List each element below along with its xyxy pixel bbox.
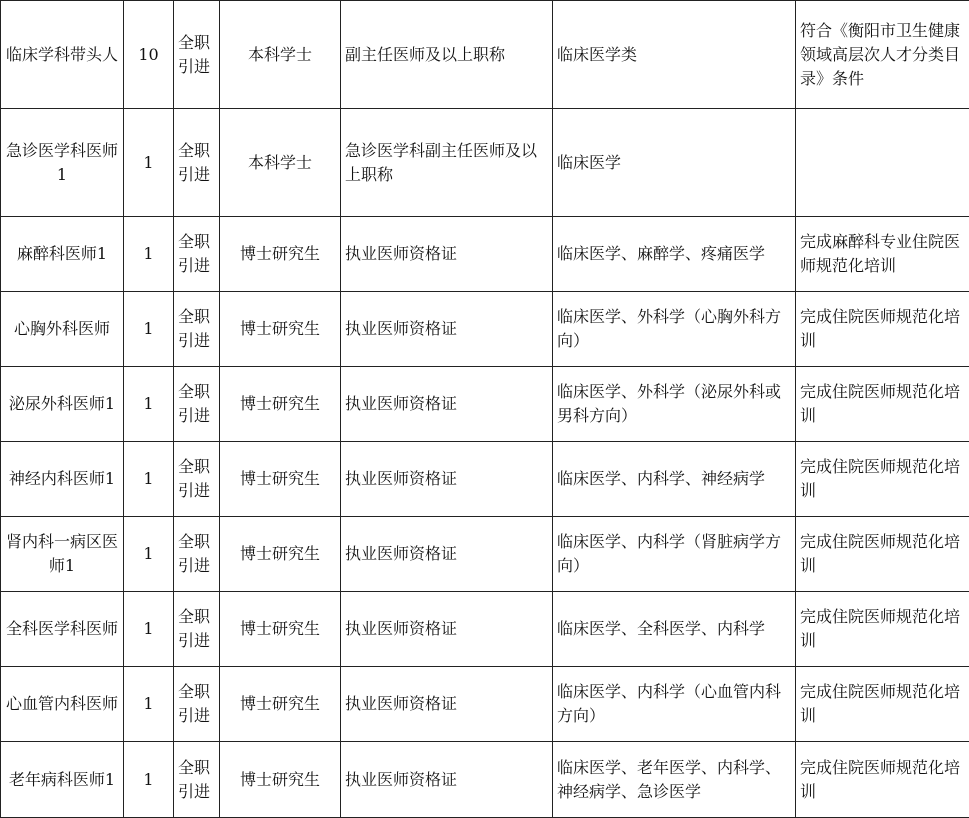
qualification-cell: 执业医师资格证 [341, 367, 553, 442]
other-requirements-cell: 符合《衡阳市卫生健康领域高层次人才分类目录》条件 [796, 1, 969, 109]
table-row [1, 442, 969, 517]
other-requirements-cell [796, 109, 969, 217]
employment-type-cell: 全职引进 [174, 442, 220, 517]
table-row [1, 367, 969, 442]
headcount-cell: 1 [124, 217, 174, 292]
employment-type-cell: 全职引进 [174, 109, 220, 217]
education-cell: 博士研究生 [220, 292, 341, 367]
other-requirements-cell: 完成住院医师规范化培训 [796, 292, 969, 367]
qualification-cell: 执业医师资格证 [341, 517, 553, 592]
education-cell: 博士研究生 [220, 667, 341, 742]
employment-type-cell: 全职引进 [174, 1, 220, 109]
headcount-cell: 1 [124, 109, 174, 217]
position-cell: 全科医学科医师 [1, 592, 124, 667]
headcount-cell: 1 [124, 667, 174, 742]
position-cell: 麻醉科医师1 [1, 217, 124, 292]
education-cell: 博士研究生 [220, 442, 341, 517]
other-requirements-cell: 完成住院医师规范化培训 [796, 367, 969, 442]
position-cell: 泌尿外科医师1 [1, 367, 124, 442]
qualification-cell: 执业医师资格证 [341, 742, 553, 818]
education-cell: 博士研究生 [220, 367, 341, 442]
position-cell: 老年病科医师1 [1, 742, 124, 818]
table-row [1, 109, 969, 217]
major-cell: 临床医学、全科医学、内科学 [553, 592, 796, 667]
headcount-cell: 1 [124, 742, 174, 818]
other-requirements-cell: 完成麻醉科专业住院医师规范化培训 [796, 217, 969, 292]
headcount-cell: 1 [124, 592, 174, 667]
major-cell: 临床医学类 [553, 1, 796, 109]
employment-type-cell: 全职引进 [174, 367, 220, 442]
table-row [1, 667, 969, 742]
qualification-cell: 执业医师资格证 [341, 217, 553, 292]
headcount-cell: 1 [124, 442, 174, 517]
qualification-cell: 执业医师资格证 [341, 667, 553, 742]
headcount-cell: 1 [124, 517, 174, 592]
qualification-cell: 执业医师资格证 [341, 592, 553, 667]
employment-type-cell: 全职引进 [174, 292, 220, 367]
qualification-cell: 急诊医学科副主任医师及以上职称 [341, 109, 553, 217]
employment-type-cell: 全职引进 [174, 217, 220, 292]
qualification-cell: 副主任医师及以上职称 [341, 1, 553, 109]
education-cell: 博士研究生 [220, 592, 341, 667]
other-requirements-cell: 完成住院医师规范化培训 [796, 517, 969, 592]
position-cell: 临床学科带头人 [1, 1, 124, 109]
education-cell: 博士研究生 [220, 517, 341, 592]
position-cell: 心胸外科医师 [1, 292, 124, 367]
major-cell: 临床医学、外科学（心胸外科方向） [553, 292, 796, 367]
table-row [1, 517, 969, 592]
position-cell: 心血管内科医师 [1, 667, 124, 742]
table-row [1, 292, 969, 367]
major-cell: 临床医学、麻醉学、疼痛医学 [553, 217, 796, 292]
major-cell: 临床医学、外科学（泌尿外科或男科方向） [553, 367, 796, 442]
education-cell: 本科学士 [220, 109, 341, 217]
education-cell: 本科学士 [220, 1, 341, 109]
headcount-cell: 1 [124, 292, 174, 367]
table-row [1, 1, 969, 109]
table-row [1, 742, 969, 818]
education-cell: 博士研究生 [220, 217, 341, 292]
headcount-cell: 10 [124, 1, 174, 109]
employment-type-cell: 全职引进 [174, 517, 220, 592]
table-row [1, 217, 969, 292]
qualification-cell: 执业医师资格证 [341, 292, 553, 367]
major-cell: 临床医学、内科学（肾脏病学方向） [553, 517, 796, 592]
table-body [1, 1, 969, 818]
other-requirements-cell: 完成住院医师规范化培训 [796, 742, 969, 818]
education-cell: 博士研究生 [220, 742, 341, 818]
table-row [1, 592, 969, 667]
major-cell: 临床医学 [553, 109, 796, 217]
qualification-cell: 执业医师资格证 [341, 442, 553, 517]
employment-type-cell: 全职引进 [174, 592, 220, 667]
position-cell: 急诊医学科医师1 [1, 109, 124, 217]
other-requirements-cell: 完成住院医师规范化培训 [796, 667, 969, 742]
other-requirements-cell: 完成住院医师规范化培训 [796, 592, 969, 667]
major-cell: 临床医学、内科学、神经病学 [553, 442, 796, 517]
headcount-cell: 1 [124, 367, 174, 442]
position-cell: 神经内科医师1 [1, 442, 124, 517]
employment-type-cell: 全职引进 [174, 742, 220, 818]
major-cell: 临床医学、老年医学、内科学、神经病学、急诊医学 [553, 742, 796, 818]
employment-type-cell: 全职引进 [174, 667, 220, 742]
major-cell: 临床医学、内科学（心血管内科方向） [553, 667, 796, 742]
position-cell: 肾内科一病区医师1 [1, 517, 124, 592]
other-requirements-cell: 完成住院医师规范化培训 [796, 442, 969, 517]
